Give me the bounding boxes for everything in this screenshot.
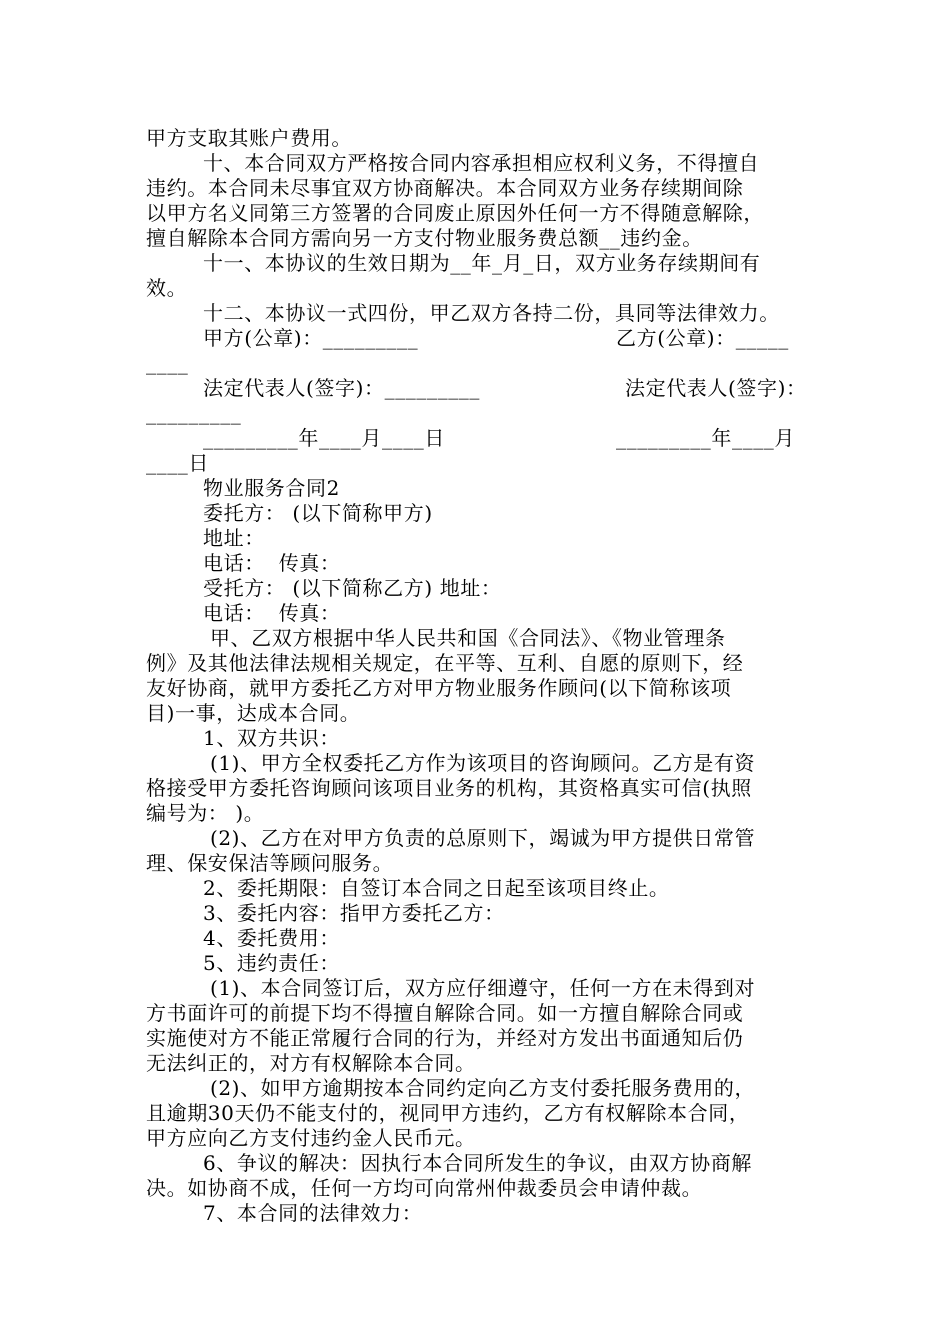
text-line: 以甲方名义同第三方签署的合同废止原因外任何一方不得随意解除， [146, 201, 764, 225]
party-a-seal-line: 甲方(公章)：_________ [203, 326, 419, 350]
text-line: (2)、如甲方逾期按本合同约定向乙方支付委托服务费用的， [203, 1076, 756, 1100]
heading-item-2: 2、委托期限：自签订本合同之日起至该项目终止。 [203, 876, 670, 900]
clause-10: 十、本合同双方严格按合同内容承担相应权利义务，不得擅自 [203, 151, 760, 175]
heading-item-6: 6、争议的解决：因执行本合同所发生的争议，由双方协商解 [203, 1151, 752, 1175]
party-b-date-line: _________年____月 [616, 426, 795, 450]
heading-item-7: 7、本合同的法律效力： [203, 1201, 423, 1225]
text-line: 无法纠正的，对方有权解除本合同。 [146, 1051, 476, 1075]
party-b-seal-line: 乙方(公章)：_____ [616, 326, 789, 350]
text-line: 违约。本合同未尽事宜双方协商解决。本合同双方业务存续期间除 [146, 176, 744, 200]
text-line: 编号为： )。 [146, 801, 265, 825]
heading-item-3: 3、委托内容：指甲方委托乙方： [203, 901, 505, 925]
heading-item-5: 5、违约责任： [203, 951, 340, 975]
party-b-representative-line: 法定代表人(签字)： [625, 376, 807, 400]
text-line: (1)、甲方全权委托乙方作为该项目的咨询顾问。乙方是有资 [203, 751, 756, 775]
heading-item-4: 4、委托费用： [203, 926, 340, 950]
phone-fax-line: 电话： 传真： [203, 601, 341, 625]
text-line: _________ [146, 401, 242, 425]
text-line: 方书面许可的前提下均不得擅自解除合同。如一方擅自解除合同或 [146, 1001, 744, 1025]
text-line: 甲方应向乙方支付违约金人民币元。 [146, 1126, 476, 1150]
text-line: 理、保安保洁等顾问服务。 [146, 851, 394, 875]
text-line: 例》及其他法律法规相关规定，在平等、互利、自愿的原则下，经 [146, 651, 744, 675]
agent-line: 受托方： (以下简称乙方) 地址： [203, 576, 502, 600]
text-line: (2)、乙方在对甲方负责的总原则下，竭诚为甲方提供日常管 [203, 826, 756, 850]
text-line: 甲、乙双方根据中华人民共和国《合同法》、《物业管理条 [203, 626, 726, 650]
section-title: 物业服务合同2 [203, 476, 340, 500]
text-line: 友好协商，就甲方委托乙方对甲方物业服务作顾问(以下简称该项 [146, 676, 732, 700]
text-line: ____日 [146, 451, 209, 475]
text-line: (1)、本合同签订后，双方应仔细遵守，任何一方在未得到对 [203, 976, 756, 1000]
text-line: 格接受甲方委托咨询顾问该项目业务的机构，其资格真实可信(执照 [146, 776, 752, 800]
phone-fax-line: 电话： 传真： [203, 551, 341, 575]
heading-item-1: 1、双方共识： [203, 726, 340, 750]
party-a-representative-line: 法定代表人(签字)：_________ [203, 376, 481, 400]
text-line: 实施使对方不能正常履行合同的行为，并经对方发出书面通知后仍 [146, 1026, 744, 1050]
text-line: 擅自解除本合同方需向另一方支付物业服务费总额__违约金。 [146, 226, 703, 250]
text-line: 决。如协商不成，任何一方均可向常州仲裁委员会申请仲裁。 [146, 1176, 703, 1200]
clause-12: 十二、本协议一式四份，甲乙双方各持二份，具同等法律效力。 [203, 301, 780, 325]
clause-11: 十一、本协议的生效日期为__年_月_日，双方业务存续期间有 [203, 251, 761, 275]
text-line: 且逾期30天仍不能支付的，视同甲方违约，乙方有权解除本合同， [146, 1101, 750, 1125]
party-a-date-line: _________年____月____日 [203, 426, 445, 450]
text-line: 目)一事，达成本合同。 [146, 701, 361, 725]
text-line: ____ [146, 351, 189, 375]
text-line: 甲方支取其账户费用。 [146, 126, 352, 150]
address-line: 地址： [203, 526, 265, 550]
principal-line: 委托方： (以下简称甲方) [203, 501, 433, 525]
text-line: 效。 [146, 276, 188, 300]
